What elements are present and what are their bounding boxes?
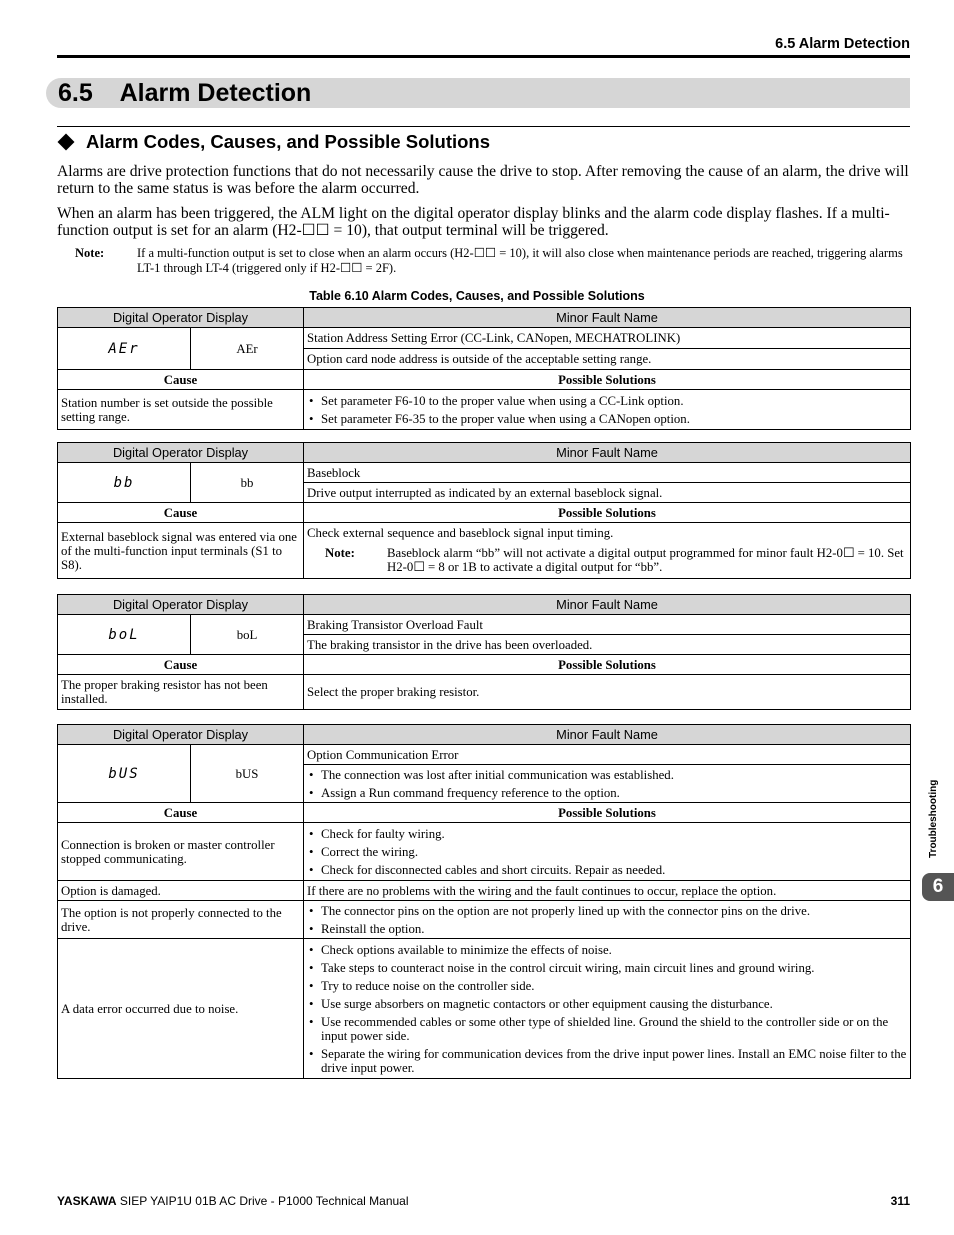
cause-text: Connection is broken or master controller stopped communicating. [58,823,304,881]
intro-paragraph-2: When an alarm has been triggered, the ALM light on the digital operator display blinks and the alarm code display flashes. If a multi-function output is set for an alarm (H2-☐☐ = 10), that output terminal will be triggered. [57,205,890,239]
subsection-heading [57,131,490,153]
header-minor-fault-name: Minor Fault Name [304,725,911,745]
solution-item: • Correct the wiring. [307,845,907,859]
solution-item: • Take steps to counteract noise in the control circuit wiring, main circuit lines and ground wiring. [307,961,907,975]
footer [57,1194,409,1208]
lcd-display-cell [58,463,191,503]
lcd-code: boL [108,626,140,643]
note-text: If a multi-function output is set to close when an alarm occurs (H2-☐☐ = 10), it will also close when maintenance periods are reached, triggering alarms LT-1 through LT-4 (triggered only if H2-☐☐ = 2F). [137,246,903,275]
alarm-code: boL [191,615,304,655]
fault-description: The braking transistor in the drive has been overloaded. [304,635,911,655]
fault-name: Baseblock [304,463,911,483]
solution-item: • Try to reduce noise on the controller side. [307,979,907,993]
solution-item: • Use surge absorbers on magnetic contactors or other equipment causing the disturbance. [307,997,907,1011]
cause-text: External baseblock signal was entered via one of the multi-function input terminals (S1 to S8). [58,523,304,579]
intro-paragraph-1: Alarms are drive protection functions that do not necessarily cause the drive to stop. After removing the cause of an alarm, the drive will return to the same status is was before the alarm occurred. [57,163,909,197]
page-number: 311 [890,1194,910,1208]
lcd-code: bUS [108,765,140,782]
lcd-code: bb [113,474,135,491]
solution-text: Check external sequence and baseblock signal input timing. [307,526,614,540]
lcd-code: AEr [108,340,140,357]
solution-text: If there are no problems with the wiring and the fault continues to occur, replace the option. [304,881,911,901]
solutions-cell [304,939,911,1079]
table-caption: Table 6.10 Alarm Codes, Causes, and Possible Solutions [309,289,645,303]
solution-item: • The connector pins on the option are not properly lined up with the connector pins on the drive. [307,904,907,918]
fault-name: Braking Transistor Overload Fault [304,615,911,635]
cause-text: Option is damaged. [58,881,304,901]
header-possible-solutions: Possible Solutions [304,803,911,823]
footer-manual-title: SIEP YAIP1U 01B AC Drive - P1000 Technical Manual [116,1194,409,1208]
solution-note [307,546,907,575]
solutions-cell [304,523,911,579]
solutions-cell [304,390,911,430]
alarm-table-bol [57,594,911,710]
header-rule [57,55,910,58]
header-cause: Cause [58,503,304,523]
fault-name: Option Communication Error [304,745,911,765]
header-minor-fault-name: Minor Fault Name [304,595,911,615]
header-digital-operator-display: Digital Operator Display [58,443,304,463]
alarm-code: AEr [191,328,304,370]
description-item: • Assign a Run command frequency reference to the option. [307,786,907,800]
cause-text: The option is not properly connected to the drive. [58,901,304,939]
fault-description: Drive output interrupted as indicated by an external baseblock signal. [304,483,911,503]
header-possible-solutions: Possible Solutions [304,370,911,390]
lcd-display-cell [58,328,191,370]
side-tab-label: Troubleshooting [928,779,939,858]
cause-text: The proper braking resistor has not been installed. [58,675,304,710]
footer-brand: YASKAWA [57,1194,117,1208]
note-label: Note: [325,546,355,560]
solutions-cell [304,901,911,939]
note-text: Baseblock alarm “bb” will not activate a digital output programmed for minor fault H2-0☐ = 10. Set H2-0☐ = 8 or 1B to activate a digital output for “bb”. [387,546,904,574]
description-item: • The connection was lost after initial communication was established. [307,768,907,782]
fault-description: Option card node address is outside of the acceptable setting range. [304,349,911,370]
table-header-row [58,308,911,328]
section-title: 6.5 Alarm Detection [58,79,312,107]
alarm-table-bb [57,442,911,579]
subsection-rule [57,126,910,127]
header-digital-operator-display: Digital Operator Display [58,308,304,328]
fault-description-cell [304,765,911,803]
solutions-cell [304,823,911,881]
table-header-row [58,443,911,463]
running-head: 6.5 Alarm Detection [775,36,910,52]
solution-item: • Separate the wiring for communication devices from the drive input power lines. Install an EMC noise filter to the drive input power. [307,1047,907,1075]
lcd-display-cell [58,615,191,655]
note-label: Note: [75,246,105,260]
lcd-display-cell [58,745,191,803]
solution-item: • Set parameter F6-10 to the proper value when using a CC-Link option. [307,394,907,408]
solution-item: • Check options available to minimize the effects of noise. [307,943,907,957]
solution-item: • Set parameter F6-35 to the proper value when using a CANopen option. [307,412,907,426]
header-cause: Cause [58,370,304,390]
header-digital-operator-display: Digital Operator Display [58,725,304,745]
cause-text: A data error occurred due to noise. [58,939,304,1079]
header-digital-operator-display: Digital Operator Display [58,595,304,615]
header-cause: Cause [58,655,304,675]
fault-name: Station Address Setting Error (CC-Link, CANopen, MECHATROLINK) [304,328,911,349]
alarm-code: bb [191,463,304,503]
solution-item: • Reinstall the option. [307,922,907,936]
cause-text: Station number is set outside the possible setting range. [58,390,304,430]
table-header-row [58,595,911,615]
alarm-table-aer [57,307,911,430]
chapter-tab[interactable]: 6 [922,873,954,901]
table-header-row [58,725,911,745]
header-cause: Cause [58,803,304,823]
subsection-title: Alarm Codes, Causes, and Possible Solutions [86,131,491,152]
header-minor-fault-name: Minor Fault Name [304,308,911,328]
solution-text: Select the proper braking resistor. [304,675,911,710]
alarm-table-bus [57,724,911,1079]
diamond-bullet-icon [58,134,75,151]
header-possible-solutions: Possible Solutions [304,655,911,675]
solution-item: • Check for disconnected cables and short circuits. Repair as needed. [307,863,907,877]
header-minor-fault-name: Minor Fault Name [304,443,911,463]
header-possible-solutions: Possible Solutions [304,503,911,523]
alarm-code: bUS [191,745,304,803]
solution-item: • Use recommended cables or some other type of shielded line. Ground the shield to the controller side or on the input power side. [307,1015,907,1043]
solution-item: • Check for faulty wiring. [307,827,907,841]
